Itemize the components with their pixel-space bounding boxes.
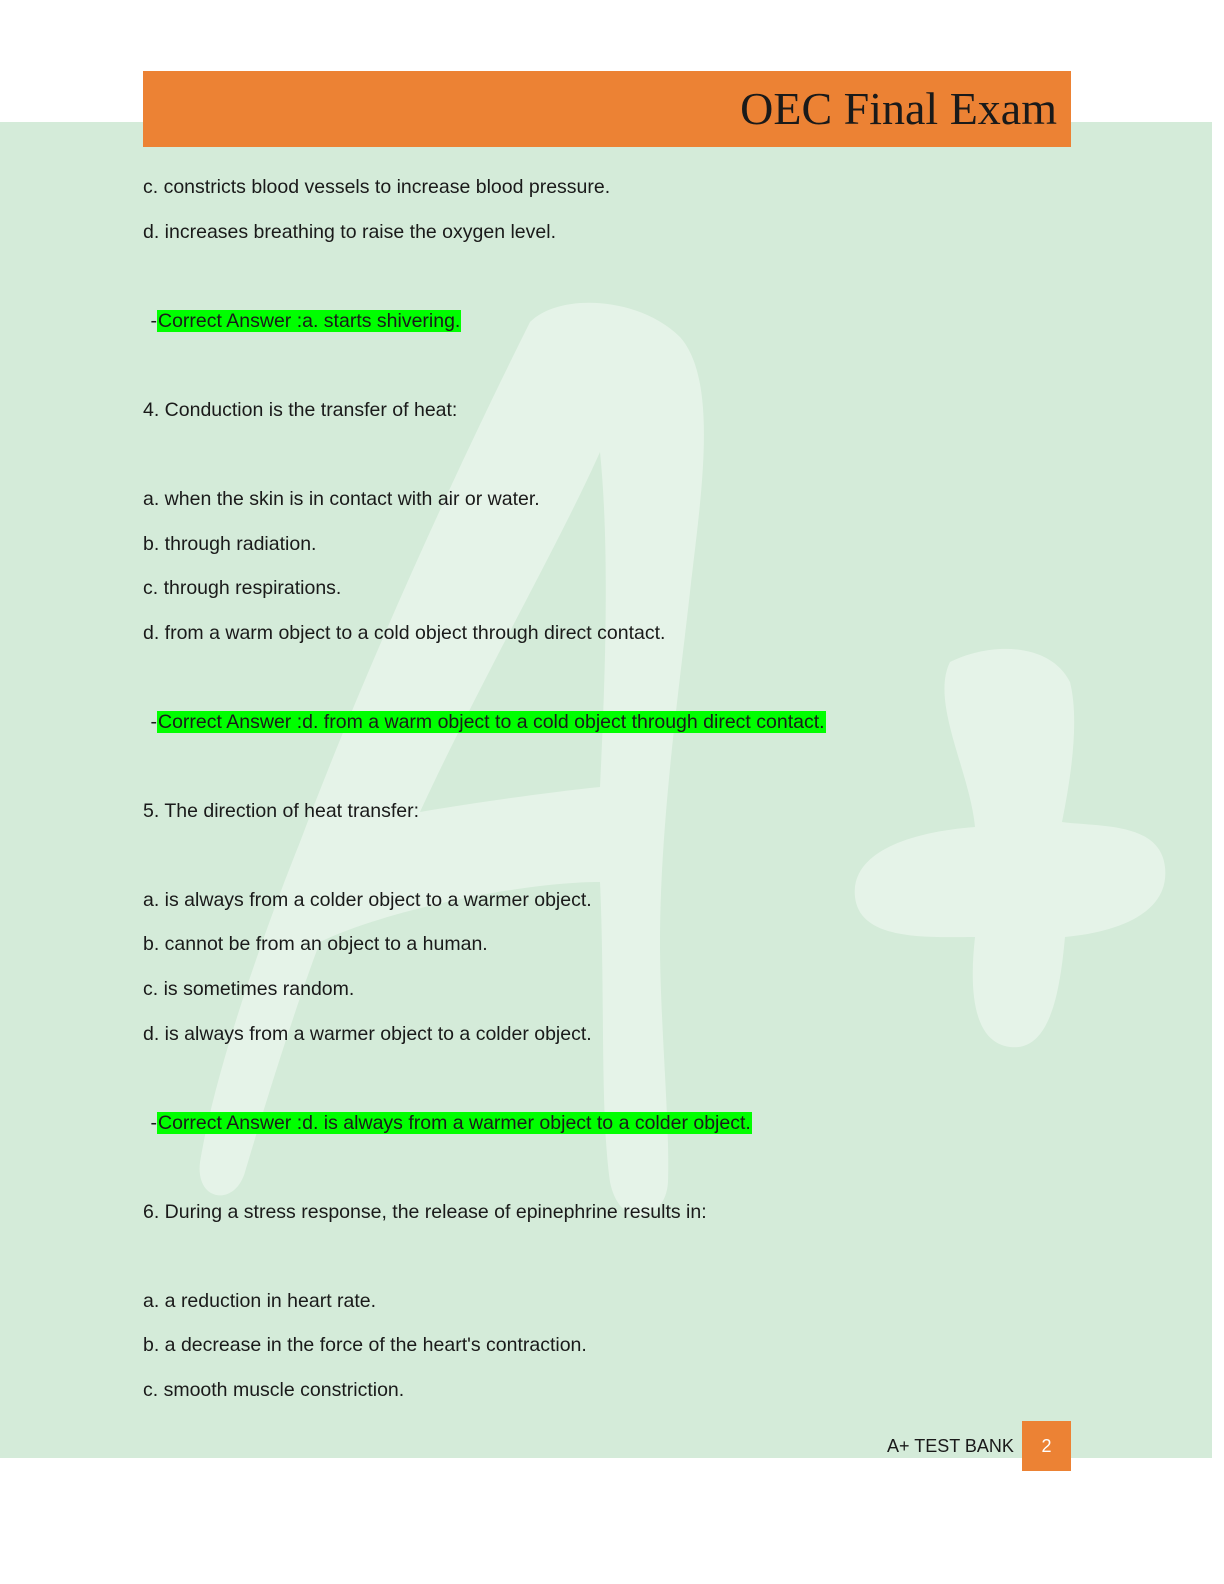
correct-answer <box>143 709 826 735</box>
question-line: 4. Conduction is the transfer of heat: <box>143 399 458 421</box>
answer-highlight: Correct Answer :d. from a warm object to a cold object through direct contact. <box>158 711 825 733</box>
option-line: a. when the skin is in contact with air or water. <box>143 488 540 510</box>
answer-prefix: - <box>150 711 157 733</box>
option-line: c. smooth muscle constriction. <box>143 1379 405 1401</box>
option-line: d. is always from a warmer object to a colder object. <box>143 1023 592 1045</box>
option-line: b. a decrease in the force of the heart's contraction. <box>143 1334 587 1356</box>
question-line: 5. The direction of heat transfer: <box>143 800 420 822</box>
correct-answer <box>143 1110 752 1136</box>
option-line: d. increases breathing to raise the oxygen level. <box>143 221 556 243</box>
option-line: c. constricts blood vessels to increase blood pressure. <box>143 176 611 198</box>
option-line: a. a reduction in heart rate. <box>143 1290 377 1312</box>
answer-prefix: - <box>150 310 157 332</box>
answer-highlight: Correct Answer :a. starts shivering. <box>158 310 461 332</box>
answer-prefix: - <box>150 1112 157 1134</box>
option-line: b. through radiation. <box>143 533 317 555</box>
page-title: OEC Final Exam <box>740 83 1057 134</box>
option-line: c. through respirations. <box>143 577 342 599</box>
answer-highlight: Correct Answer :d. is always from a warmer object to a colder object. <box>158 1112 751 1134</box>
exam-content <box>143 0 1073 1584</box>
option-line: a. is always from a colder object to a warmer object. <box>143 889 592 911</box>
page-number: 2 <box>1022 1421 1071 1471</box>
correct-answer <box>143 308 461 334</box>
question-line: 6. During a stress response, the release of epinephrine results in: <box>143 1201 707 1223</box>
option-line: d. from a warm object to a cold object through direct contact. <box>143 622 666 644</box>
footer-label: A+ TEST BANK <box>887 1436 1014 1456</box>
option-line: b. cannot be from an object to a human. <box>143 933 488 955</box>
option-line: c. is sometimes random. <box>143 978 355 1000</box>
